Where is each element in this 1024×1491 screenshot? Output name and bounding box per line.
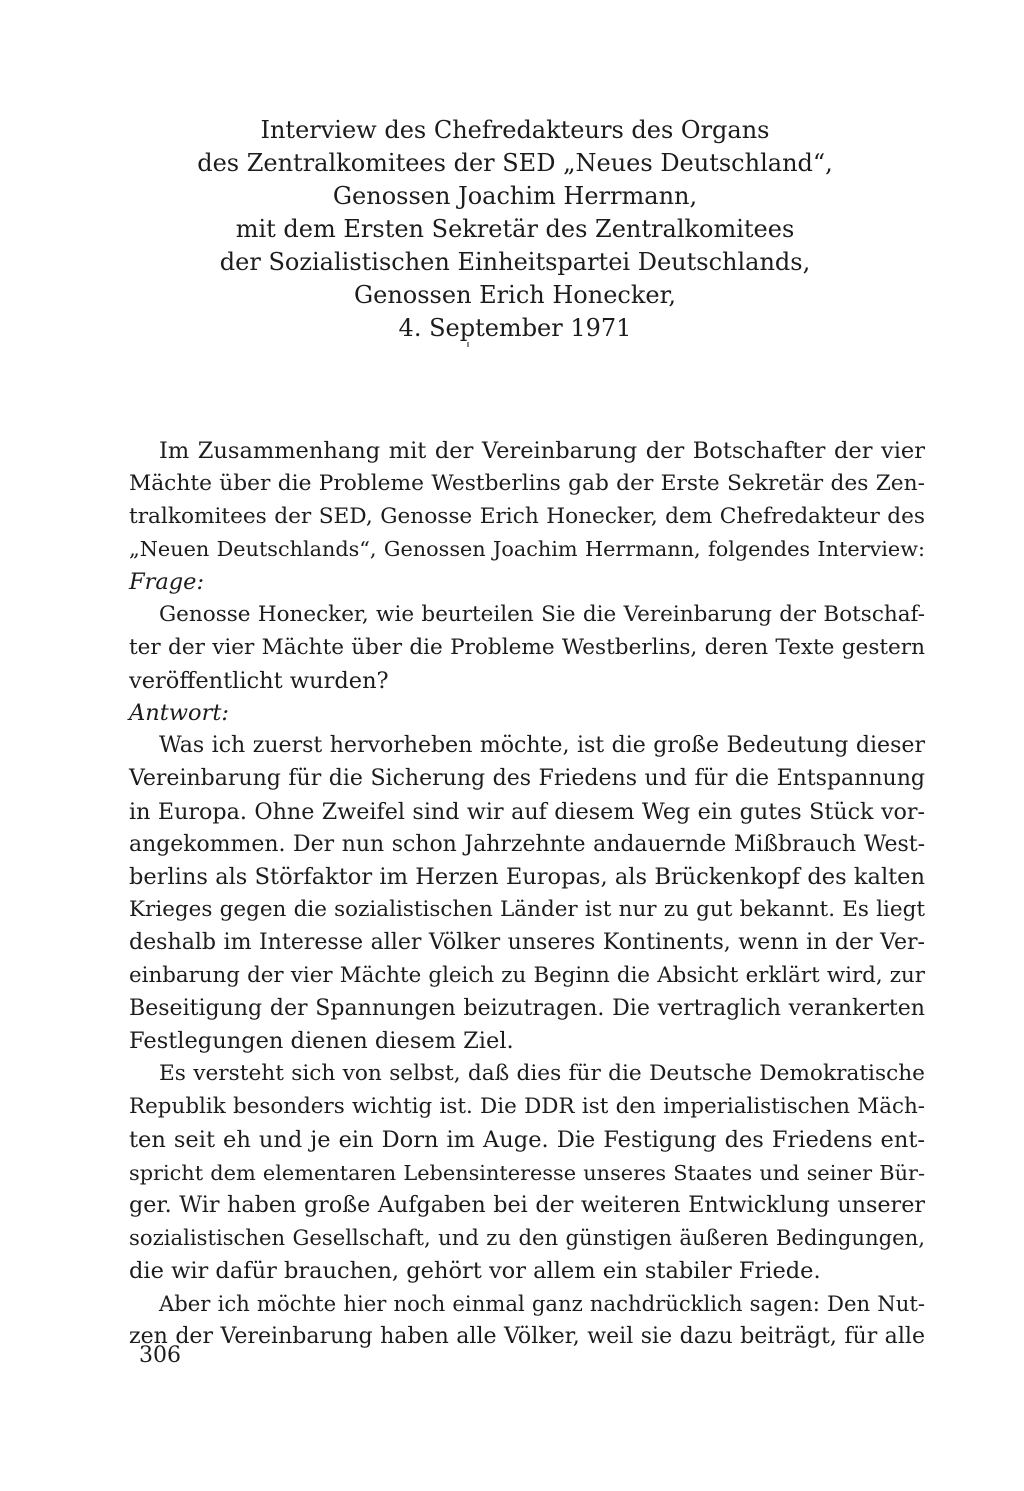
text-line: Genosse Honecker, wie beurteilen Sie die Vereinbarung der Botschaf- bbox=[159, 601, 925, 627]
print-mark bbox=[467, 342, 469, 347]
title-line: Interview des Chefredakteurs des Organs bbox=[260, 116, 770, 144]
answer-paragraph-3 bbox=[129, 1288, 925, 1354]
answer-paragraph-2 bbox=[129, 1058, 925, 1288]
text-line: veröffentlicht wurden? bbox=[129, 667, 389, 694]
title-line: Genossen Joachim Herrmann, bbox=[332, 182, 698, 210]
answer-label: Antwort: bbox=[129, 700, 229, 727]
text-line: „Neuen Deutschlands“, Genossen Joachim Herrmann, folgendes Interview: bbox=[129, 537, 925, 562]
text-line: angekommen. Der nun schon Jahrzehnte andauernde Mißbrauch West- bbox=[129, 831, 925, 857]
text-line: ter der vier Mächte über die Probleme Westberlins, deren Texte gestern bbox=[129, 634, 925, 660]
text-line: in Europa. Ohne Zweifel sind wir auf diesem Weg ein gutes Stück vor- bbox=[129, 798, 925, 825]
text-line: Aber ich möchte hier noch einmal ganz nachdrücklich sagen: Den Nut- bbox=[159, 1290, 925, 1316]
title-line: Genossen Erich Honecker, bbox=[353, 281, 677, 309]
intro-paragraph bbox=[129, 435, 925, 566]
document-body bbox=[129, 435, 925, 1353]
question-label: Frage: bbox=[129, 569, 205, 596]
text-line: Festlegungen dienen diesem Ziel. bbox=[129, 1028, 514, 1055]
text-line: Krieges gegen die sozialistischen Länder ist nur zu gut bekannt. Es liegt bbox=[129, 897, 925, 923]
text-line: Im Zusammenhang mit der Vereinbarung der Botschafter der vier bbox=[159, 438, 925, 464]
text-line: Was ich zuerst hervorheben möchte, ist die große Bedeutung dieser bbox=[159, 733, 925, 759]
text-line: berlins als Störfaktor im Herzen Europas, als Brückenkopf des kalten bbox=[129, 864, 925, 891]
document-title bbox=[150, 114, 880, 345]
title-line: des Zentralkomitees der SED „Neues Deutschland“, bbox=[197, 149, 833, 177]
text-line: spricht dem elementaren Lebensinteresse unseres Staates und seiner Bür- bbox=[129, 1160, 925, 1185]
title-line: der Sozialistischen Einheitspartei Deutschlands, bbox=[219, 248, 811, 276]
text-line: einbarung der vier Mächte gleich zu Beginn die Absicht erklärt wird, zur bbox=[129, 962, 925, 988]
text-line: ger. Wir haben große Aufgaben bei der weiteren Entwicklung unserer bbox=[129, 1192, 925, 1219]
question-paragraph bbox=[129, 599, 925, 697]
text-line: Mächte über die Probleme Westberlins gab der Erste Sekretär des Zen- bbox=[129, 470, 925, 496]
page-number: 306 bbox=[139, 1343, 181, 1368]
text-line: zen der Vereinbarung haben alle Völker, weil sie dazu beiträgt, für alle bbox=[129, 1323, 925, 1349]
text-line: sozialistischen Gesellschaft, und zu den günstigen äußeren Bedingungen, bbox=[129, 1225, 925, 1251]
text-line: Vereinbarung für die Sicherung des Friedens und für die Entspannung bbox=[129, 765, 925, 791]
title-line: mit dem Ersten Sekretär des Zentralkomitees bbox=[235, 215, 795, 243]
text-line: ten seit eh und je ein Dorn im Auge. Die Festigung des Friedens ent- bbox=[129, 1126, 925, 1153]
text-line: tralkomitees der SED, Genosse Erich Honecker, dem Chefredakteur des bbox=[129, 503, 925, 529]
text-line: deshalb im Interesse aller Völker unseres Kontinents, wenn in der Ver- bbox=[129, 929, 925, 955]
text-line: Republik besonders wichtig ist. Die DDR ist den imperialistischen Mäch- bbox=[129, 1093, 925, 1119]
title-line: 4. September 1971 bbox=[398, 314, 632, 342]
answer-paragraph-1 bbox=[129, 730, 925, 1058]
text-line: Beseitigung der Spannungen beizutragen. Die vertraglich verankerten bbox=[129, 995, 925, 1021]
text-line: die wir dafür brauchen, gehört vor allem ein stabiler Friede. bbox=[129, 1257, 821, 1284]
text-line: Es versteht sich von selbst, daß dies für die Deutsche Demokratische bbox=[159, 1061, 925, 1087]
